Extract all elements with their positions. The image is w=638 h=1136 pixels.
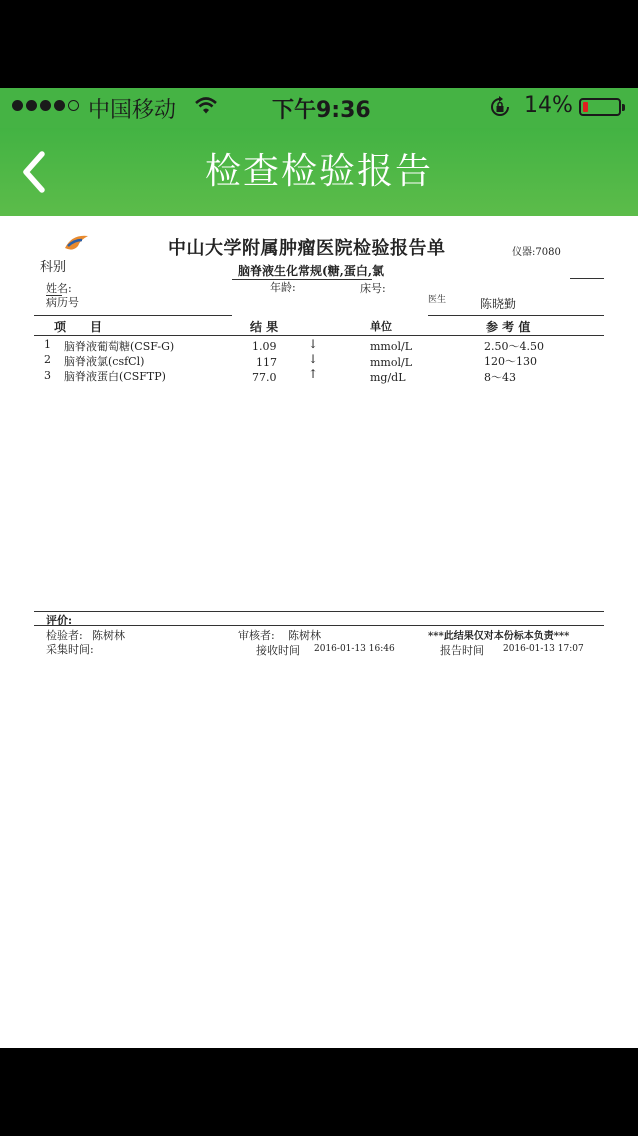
status-time: 下午9:36: [272, 98, 371, 123]
test-name: 脑脊液生化常规(糖,蛋白,氯: [238, 264, 385, 278]
row-reference: 120～130: [484, 355, 537, 368]
back-button[interactable]: [8, 146, 58, 198]
chevron-left-icon: [18, 150, 48, 194]
row-number: 1: [44, 338, 51, 351]
record-no-label: 病历号: [46, 296, 79, 309]
row-item: 脑脊液蛋白(CSFTP): [64, 370, 166, 383]
row-result: 77.0: [252, 371, 277, 384]
reviewer-name: 陈树林: [288, 629, 321, 642]
disclaimer: ***此结果仅对本份标本负责***: [428, 631, 570, 642]
row-number: 3: [44, 369, 51, 382]
row-result: 117: [256, 356, 277, 369]
report-hospital-title: 中山大学附属肿瘤医院检验报告单: [168, 238, 446, 259]
status-bar: [0, 88, 638, 128]
row-unit: mmol/L: [370, 340, 413, 353]
report-time: 2016-01-13 17:07: [503, 644, 584, 654]
battery-icon: [579, 98, 621, 116]
row-number: 2: [44, 353, 51, 366]
doctor-name: 陈晓勤: [480, 297, 517, 311]
hospital-logo-icon: [62, 232, 90, 254]
row-unit: mmol/L: [370, 356, 413, 369]
header-unit: 单位: [370, 320, 392, 333]
report-viewer[interactable]: [0, 216, 638, 1048]
name-label: 姓名:: [46, 282, 72, 295]
row-result: 1.09: [252, 340, 277, 353]
divider: [34, 335, 604, 336]
receive-time: 2016-01-13 16:46: [314, 644, 395, 654]
wifi-icon: [194, 94, 218, 118]
report-time-label: 报告时间: [440, 644, 484, 657]
row-unit: mg/dL: [370, 371, 406, 384]
battery-level-fill: [583, 102, 588, 112]
row-flag: ↓: [308, 352, 319, 366]
bed-label: 床号:: [360, 282, 386, 295]
reviewer-label: 审核者:: [238, 629, 275, 642]
navigation-bar: [0, 128, 638, 216]
divider: [428, 315, 604, 316]
instrument-label: 仪器:7080: [512, 247, 561, 258]
row-reference: 8～43: [484, 371, 516, 384]
comment-label: 评价:: [46, 614, 73, 627]
divider: [570, 278, 604, 279]
row-flag: ↓: [308, 337, 319, 351]
divider: [34, 625, 604, 626]
header-item: 项 目: [54, 320, 103, 334]
top-black-bar: [0, 0, 638, 88]
header-result: 结 果: [250, 320, 279, 334]
page-title: 检查检验报告: [204, 151, 433, 192]
tester-label: 检验者:: [46, 629, 83, 642]
age-label: 年龄:: [270, 281, 296, 294]
rotation-lock-icon: [488, 95, 512, 119]
battery-tip: [622, 104, 625, 111]
header-reference: 参 考 值: [486, 320, 531, 334]
divider: [232, 279, 372, 280]
row-item: 脑脊液葡萄糖(CSF-G): [64, 340, 175, 353]
dept-label: 科别: [40, 260, 67, 275]
bottom-black-bar: [0, 1048, 638, 1136]
collect-time-label: 采集时间:: [46, 643, 94, 656]
tester-name: 陈树林: [92, 629, 125, 642]
divider: [34, 315, 232, 316]
receive-time-label: 接收时间: [256, 644, 300, 657]
battery-percent: 14%: [524, 93, 573, 118]
row-item: 脑脊液氯(csfCl): [64, 355, 145, 368]
doctor-label: 医生: [428, 295, 447, 305]
row-flag: ↑: [308, 367, 319, 381]
divider: [34, 611, 604, 612]
carrier-name: 中国移动: [88, 98, 177, 123]
signal-strength-icon: [12, 100, 79, 111]
row-reference: 2.50～4.50: [484, 340, 544, 353]
